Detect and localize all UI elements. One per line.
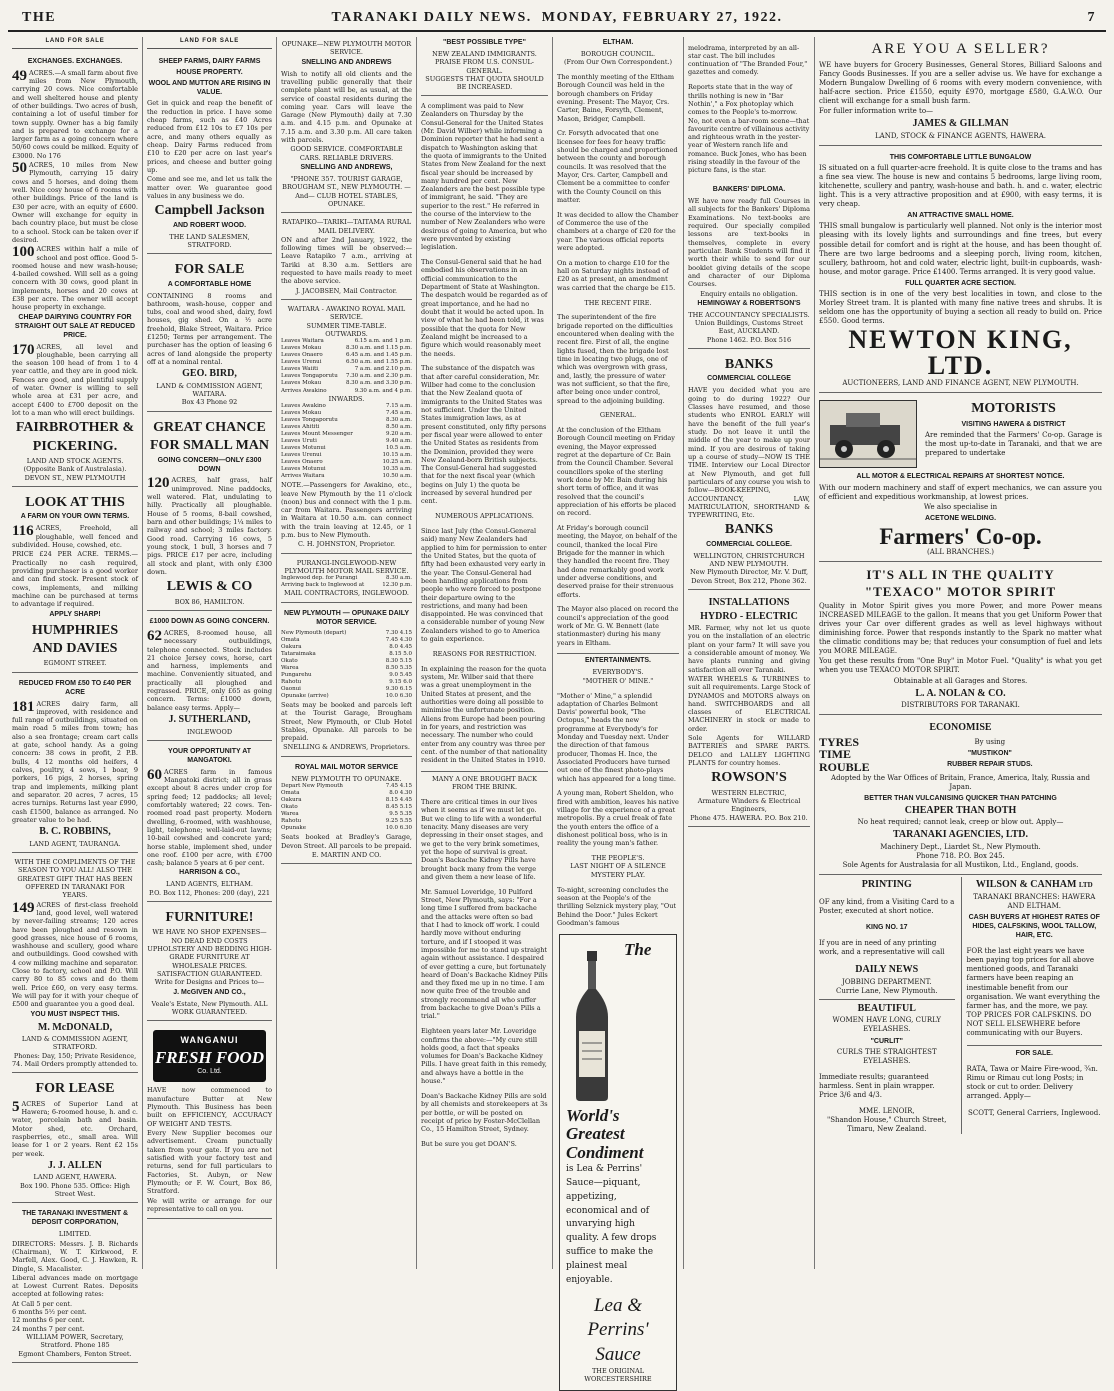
timetable-row bbox=[281, 693, 412, 700]
agent-name: JAMES & GILLMAN bbox=[912, 118, 1009, 130]
newton-king-logo: NEWTON KING, LTD. bbox=[848, 325, 1073, 381]
timetable-row bbox=[281, 338, 412, 345]
timetable: PURANGI-INGLEWOOD-NEW PLYMOUTH MOTOR MAIL SERVICE. Inglewood dep. for Purangi 8.30 a.m. Arriving back to Inglewood at 12.30 p.m. MAIL CONTRACTORS, INGLEWOOD. bbox=[281, 556, 412, 603]
masthead-date: MONDAY, FEBRUARY 27, 1922. bbox=[541, 10, 783, 25]
timetable-time: 9.15 6.0 bbox=[389, 678, 412, 685]
timetable-row bbox=[281, 651, 412, 658]
timetable-time: 9.20 a.m. bbox=[386, 430, 412, 437]
agent-name: LEWIS & CO bbox=[166, 579, 253, 595]
timetable-time: 8.50 a.m. bbox=[386, 423, 412, 430]
timetable-time: 9.30 a.m. and 4 p.m. bbox=[354, 387, 412, 394]
timetable-stop: Opunake (arrive) bbox=[281, 692, 329, 699]
timetable-stop: Leaves Waitara bbox=[281, 338, 324, 345]
agent-name: HARRISON & CO., bbox=[179, 869, 240, 877]
classified-ad: RATAPIKO—TARIKI—TAITAMA RURAL MAIL DELIVERY. ON and after 2nd January, 1922, the following times will be observed:— Leave Ratapiko 7 a.m., arriving at Tariki at 8.30 a.m. Settlers are requested to have mails ready to meet the above service. J. JACOBSEN, Mail Contractor. bbox=[281, 215, 412, 300]
wanganui-fresh-food-logo: WANGANUI FRESH FOOD Co. Ltd. bbox=[153, 1030, 266, 1082]
timetable-time: 8.45 5.15 bbox=[385, 804, 412, 811]
timetable-time: 8.30 5.15 bbox=[385, 657, 412, 664]
timetable-stop: Leaves Tongaporutu bbox=[281, 416, 338, 423]
timetable-stop: Pungarehu bbox=[281, 671, 312, 678]
timetable-stop: Leaves Mokau bbox=[281, 409, 322, 416]
masthead-prefix: THE bbox=[22, 10, 57, 25]
timetable-rows bbox=[281, 630, 412, 700]
timetable-stop: Arriving back to Inglewood at bbox=[281, 582, 365, 589]
classified-ad: FOR SALE A COMFORTABLE HOME CONTAINING 8 rooms and bathroom, wash-house, copper and tubs, coal and wood shed, dairy, fowl houses, gig shed. On a ½ acre freehold, Blake Street, Waitara. Price £1250; Terms per arrangement. The purchaser has the option of leasing 6 acres of land alongside the property off at a nominal rental. GEO. BIRD, LAND & COMMISSION AGENT, WAITARA. Box 43 Phone 92 bbox=[147, 256, 272, 412]
timetable-row bbox=[281, 672, 412, 679]
timetable-row bbox=[281, 380, 412, 387]
timetable-stop: Arrives Awakino bbox=[281, 387, 327, 394]
timetable-stop: Leaves Tongaporutu bbox=[281, 373, 338, 380]
timetable-rows bbox=[281, 783, 412, 832]
timetable-rows bbox=[281, 403, 412, 480]
timetable-time: 8.30 a.m. and 3.30 p.m. bbox=[345, 380, 412, 387]
column-4: "BEST POSSIBLE TYPE" NEW ZEALAND IMMIGRANTS. PRAISE FROM U.S. CONSUL-GENERAL. SUGGESTS THAT QUOTA SHOULD BE INCREASED. A compliment was paid to New Zealanders on Thursday by the Consul-General for the United States (Mr. David Wilber) while informing a Dominion reporter that he had sent a dispatch to Washington asking that the quota of immigrants to the United States from New Zealand for the next fiscal year should be increased by many hundred per cent. New Zealanders are the best possible type of immigrant, he said. "They are superior to the rest." He referred in the course of the interview to the number of New Zealanders who were desirous of going to America, but who were prevented by existing legislation. The Consul-General said that he had embodied his observations in an official communication to the Department of State at Washington. The despatch would be regarded as of great importance, and he had no doubt that it would be acted upon. In view of what he had been told, it was possible that the quota for New Zealand might be increased to a figure which would reasonably meet the needs. The substance of the dispatch was that after careful consideration, Mr. Wilber had come to the conclusion that the New Zealand quota of immigrants to the United States was not sufficient. Under the United States immigration laws, as at present constituted, only fifty persons per fiscal year were allowed to enter the United States as residents from the Dominion, provided they were New Zealand-born British subjects. The Consul-General had suggested that for the next fiscal year (which begins on July 1) the quota be increased by several hundred per cent. NUMEROUS APPLICATIONS. Since last July (the Consul-General said) many New Zealanders had applied to him for permission to enter the United States, but the quota of fifty had been exhausted very early in the year. The Consul-General had been handling applications from people who were forced to postpone their departure owing to the restrictions, and many had been disappointed. He was convinced that a considerable number of young New Zealanders wished to go to America to gain experience. REASONS FOR RESTRICTION. In explaining the reason for the quota system, Mr. Wilber said that there was a great unemployment in the United States at present, and the authorities were doing all possible to minimise the unfortunate position. Aliens from Europe had been pouring in for years, and restriction was necessary. The number who could enter from any country was three per cent. of the number of that nationality resident in the United States in 1910. MANY A ONE BROUGHT BACK FROM THE BRINK. There are critical times in our lives when it seems as if we must let go. But we cling to life with a wonderful tenacity. Many diseases are very depressing in their onset stages, and we get to the very brink sometimes, yet the hope of survival is great. Doan's Backache Kidney Pills have brought back many from the verge and given them a new lease of life. Mr. Samuel Loveridge, 10 Pulford Street, New Plymouth, says: "For a long time I suffered from backache and the attacks were often so bad that I had to knock off work. I could hardly move without enduring torture, and if I stooped it was impossible for me to stand up straight again without assistance. I despaired of ever getting a cure, but fortunately heard of Doan's Backache Kidney Pills and they fixed me up in no time. I am now quite free of the trouble and strongly recommend all who suffer from backache to give Doan's Pills a trial." Eighteen years later Mr. Loveridge confirms the above:—"My cure still holds good, a fact that speaks volumes for Doan's Backache Kidney Pills. I have great faith in this remedy, and always have a bottle in the house." Doan's Backache Kidney Pills are sold by all chemists and storekeepers at 3s per bottle, or will be posted on receipt of price by Foster-McClellan Co., 15 Hamilton Street, Sydney. But be sure you get DOAN'S. bbox=[417, 37, 553, 1269]
timetable-row bbox=[281, 679, 412, 686]
agent-name: HUMPHRIES bbox=[31, 622, 119, 638]
motorcar-illustration bbox=[819, 400, 917, 468]
timetable-time: 7.15 a.m. bbox=[386, 402, 412, 409]
timetable-row bbox=[281, 410, 412, 417]
timetable-row bbox=[281, 797, 412, 804]
timetable-stop: Oakura bbox=[281, 643, 302, 650]
article-headline: MANY A ONE BROUGHT BACK FROM THE BRINK. bbox=[431, 774, 538, 792]
lea-perrins-advertisement: The World's Greatest Condiment is Lea & Perrins' Sauce—piquant, appetizing, economical and of unvarying high quality. A few drops suffice to make the plainest meal enjoyable. Lea & Perrins' Sauce THE ORIGINAL WORCESTERSHIRE bbox=[559, 934, 677, 1391]
timetable-time: 7.30 4.15 bbox=[385, 629, 412, 636]
classified-ad: £1000 DOWN AS GOING CONCERN. 62 ACRES, 8-roomed house, all necessary outbuildings, telephone connected. Stock includes 21 choice Jersey cows, horse, cart and harness, implements and machine. Conveniently situated, and practically all ploughed and regrassed. PRICE, only £65 as going concern. Terms: £1000 down, balance easy terms. Apply— J. SUTHERLAND, INGLEWOOD bbox=[147, 613, 272, 741]
timetable-stop: Leaves Awakino bbox=[281, 402, 326, 409]
timetable-row bbox=[281, 804, 412, 811]
timetable-stop: Leaves Motunui bbox=[281, 445, 326, 452]
timetable-stop: Omata bbox=[281, 790, 300, 797]
timetable-row bbox=[281, 686, 412, 693]
timetable-stop: Warea bbox=[281, 811, 299, 818]
classified-ad: EXCHANGES. EXCHANGES. 49 ACRES.—A small farm about five miles from New Plymouth, carrying 20 cows. Nice comfortable and well sheltered house and plenty of other buildings. Two acres of bush, containing a lot of useful timber for town supply. Owner has a big family and is prepared to exchange for a larger farm as a going concern where 50/60 cows could be milked. Equity of £3000. No 176 50 ACRES, 10 miles from New Plymouth, carrying 15 dairy cows and 5 horses, and doing them well. Nice cosy house of 6 rooms with other buildings. Price of the land is £30 per acre, with an equity of £600. Owner will exchange for equity in bach country place, but must be close to a school. Stock can be taken over if desired. 100 ACRES within half a mile of school and post office. Good 5-roomed house and new wash-house; 4-bailed cowshed. Will sell as a going concern with 30 cows, good plant in implements, horses and 20 cows at £38 per acre. The owner will accept house property in exchange. CHEAP DAIRYING COUNTRY FOR STRAIGHT OUT SALE AT REDUCED PRICE. 170 ACRES, all level and ploughable, been carrying all the season 100 head of from 1 to 4 year cattle, and they are in good nick. Fences are good, and plentiful supply of water. Owner is willing to sell whole area at £31 per acre, and accept £400 to £700 deposit on the lot to a man who will erect buildings. FAIRBROTHER & PICKERING. LAND AND STOCK AGENTS. (Opposite Bank of Australasia). DEVON ST., NEW PLYMOUTH bbox=[12, 53, 138, 487]
section-header: LAND FOR SALE bbox=[147, 37, 272, 49]
agent-name: J. McGIVEN AND CO., bbox=[173, 988, 246, 996]
timetable-time: 7.45 4.30 bbox=[385, 636, 412, 643]
timetable-stop: Leaves Urenui bbox=[281, 359, 322, 366]
timetable-row bbox=[281, 388, 412, 395]
timetable-time: 10.50 a.m. bbox=[382, 473, 412, 480]
timetable-stop: Leaves Urenui bbox=[281, 452, 322, 459]
timetable-time: 10.35 a.m. bbox=[382, 466, 412, 473]
timetable-stop: Leaves Mokau bbox=[281, 345, 322, 352]
article-headline: ENTERTAINMENTS. bbox=[585, 657, 651, 665]
timetable-time: 7 a.m. and 2.10 p.m. bbox=[354, 366, 412, 373]
timetable-time: 7.45 4.15 bbox=[385, 783, 412, 790]
rate-row: At Call 5 per cent. bbox=[12, 1299, 73, 1308]
classified-ad: BANKS COMMERCIAL COLLEGE HAVE you decided what you are going to do during 1922? Our Classes have resumed, and those students who ENROL EARLY will have the benefit of the full year's study. Do not leave it until the middle of the year to make up your mind. If you are desirous of taking up a course of study—NOW IS THE TIME. Interview our Local Director at New Plymouth, and get full particulars of any course you wish to follow—BOOK-KEEPING, ACCOUNTANCY, LAW, MATRICULATION, SHORTHAND & TYPEWRITING, Etc. BANKS COMMERCIAL COLLEGE. WELLINGTON, CHRISTCHURCH AND NEW PLYMOUTH. New Plymouth Director, Mr. V. Duff, Devon Street, Box 212, Phone 362. bbox=[688, 351, 810, 590]
timetable-time: 10.5 a.m. bbox=[386, 445, 412, 452]
timetable-row bbox=[281, 783, 412, 790]
timetable-stop: Leaves Motunui bbox=[281, 466, 326, 473]
rate-row: 24 months 7 per cent. bbox=[12, 1324, 85, 1333]
timetable-stop: Inglewood dep. for Purangi bbox=[281, 575, 358, 582]
classified-ad: BANKERS' DIPLOMA. WE have now ready full Courses in all subjects for the Bankers' Diploma Examinations. No text-books are required. Our specially compiled lessons are text-books in themselves, complete in every particular. Bank Students will find it worth their while to send for our booklet giving details of the scope and character of our Diploma Courses. Enquiry entails no obligation. HEMINGWAY & ROBERTSON'S THE ACCOUNTANCY SPECIALISTS. Union Buildings, Customs Street East, AUCKLAND. Phone 1462. P.O. Box 516 bbox=[688, 181, 810, 349]
timetable-stop: Opunake bbox=[281, 825, 306, 832]
timetable-row bbox=[281, 644, 412, 651]
timetable-time: 10.25 a.m. bbox=[382, 459, 412, 466]
timetable-time: 8.30 a.m. bbox=[386, 575, 412, 582]
timetable-time: 8.15 4.45 bbox=[385, 797, 412, 804]
timetable-time: 9.0 5.45 bbox=[389, 671, 412, 678]
column-6: melodrama, interpreted by an all-star cast. The bill includes continuation of "The Branded Four," gazettes and comedy. Reports state that in the way of thrills nothing is new in "Bar Nothin'," a Fox photoplay which comes to the People's to-morrow. No, not even a bar-room scene—that favourite centre of villainous activity and righteous wrath in the yester-year of Western ranch life and romance. Buck Jones, who has been rising steadily in the favour of the picture fans, is the star. BANKERS' DIPLOMA. WE have now ready full Courses in all subjects for the Bankers' Diploma Examinations. No text-books are required. Our specially compiled lessons are text-books in themselves, complete in every particular. Bank Students will find it worth their while to send for our booklet giving details of the scope and character of our Diploma Courses. Enquiry entails no obligation. HEMINGWAY & ROBERTSON'S THE ACCOUNTANCY SPECIALISTS. Union Buildings, Customs Street East, AUCKLAND. Phone 1462. P.O. Box 516 BANKS COMMERCIAL COLLEGE HAVE you decided what you are going to do during 1922? Our Classes have resumed, and those students who ENROL EARLY will have the benefit of the full year's study. Do not leave it until the middle of the year to make up your mind. If you are desirous of taking up a course of study—NOW IS THE TIME. Interview our Local Director at New Plymouth, and get full particulars of any course you wish to follow—BOOK-KEEPING, ACCOUNTANCY, LAW, MATRICULATION, SHORTHAND & TYPEWRITING, Etc. BANKS COMMERCIAL COLLEGE. WELLINGTON, CHRISTCHURCH AND NEW PLYMOUTH. New Plymouth Director, Mr. V. Duff, Devon Street, Box 212, Phone 362. INSTALLATIONS HYDRO - ELECTRIC MR. Farmer, why not let us quote you on the installation of an electric plant on your farm? It will save you a considerable amount of money. We have plants running and giving satisfaction all over Taranaki. WATER WHEELS & TURBINES to suit all requirements. Large Stock of DYNAMOS and MOTORS always on hand. SWITCHBOARDS and all classes of ELECTRICAL MACHINERY in stock or made to order. Sole Agents for WILLARD BATTERIES and SPARE PARTS. DELCO and LALLEY LIGHTING PLANTS for country homes. ROWSON'S WESTERN ELECTRIC, Armature Winders & Electrical Engineers, Phone 475. HAWERA. P.O. Box 210. bbox=[684, 37, 815, 1269]
agent-name: J. J. ALLEN bbox=[48, 1159, 102, 1171]
timetable-stop: New Plymouth (depart) bbox=[281, 629, 347, 636]
timetable-row bbox=[281, 818, 412, 825]
agent-name: GEO. BIRD, bbox=[182, 368, 237, 380]
timetable-time: 8.30 a.m. and 1.15 p.m. bbox=[345, 345, 412, 352]
classified-ad: THIS COMFORTABLE LITTLE BUNGALOW IS situated on a full quarter-acre freehold. It is quite close to the trams and has a fine sea view. The house is new and contains 5 bedrooms, large living room, kitchenette, scullery and pantry, wash-house and bath. h. and c. water, electric light. This is a very attractive proposition and at £900, with easy terms, it is very cheap. AN ATTRACTIVE SMALL HOME. THIS small bungalow is particularly well planned. Not only is the interior most pleasing with its lovely lights and surroundings and fine trees, but every possible detail for comfort and is right at the house, and has been thought of. There are two large bedrooms and a sleeping porch, living room, kitchen, scullery, bathroom, hot and cold water, electric light, built-in cupboards, wash-house, and motor garage. Price £1400. Terms arranged. It is very good value. FULL QUARTER ACRE SECTION. THIS section is in one of the very best localities in town, and close to the Morley Street tram. It is planted with many fine native trees and shrubs. It is seldom one has the opportunity of buying a section all ready to build on. Price £550. Good terms. NEWTON KING, LTD. AUCTIONEERS, LAND AND FINANCE AGENT, NEW PLYMOUTH. bbox=[819, 148, 1102, 394]
timetable-row bbox=[281, 825, 412, 832]
timetable-stop: Oakura bbox=[281, 797, 302, 804]
timetable-row bbox=[281, 473, 412, 480]
timetable-stop: Omata bbox=[281, 636, 300, 643]
timetable-row bbox=[281, 637, 412, 644]
timetable-row bbox=[281, 438, 412, 445]
classified-ad: MOTORISTS VISITING HAWERA & DISTRICT Are reminded that the Farmers' Co-op. Garage is the most up-to-date in Taranaki, and that we are prepared to undertake ALL MOTOR & ELECTRICAL REPAIRS AT SHORTEST NOTICE. With our modern machinery and staff of expert mechanics, we can assure you of efficient and expeditious workmanship, at lowest prices. We also specialise in ACETONE WELDING. Farmers' Co-op. (ALL BRANCHES.) bbox=[819, 395, 1102, 562]
timetable-stop: Leaves Waiiti bbox=[281, 366, 319, 373]
timetable-stop: Leaves Mokau bbox=[281, 380, 322, 387]
timetable-time: 10.0 6.30 bbox=[385, 825, 412, 832]
left-subcolumn: PRINTING OF any kind, from a Visiting Card to a Poster, executed at short notice. KING NO. 17 If you are in need of any printing work, and a representative will call DAILY NEWS JOBBING DEPARTMENT. Currie Lane, New Plymouth. BEAUTIFUL WOMEN HAVE LONG, CURLY EYELASHES. "CURLIT" CURLS THE STRAIGHTEST EYELASHES. Immediate results; guaranteed harmless. Sent in plain wrapper. Price 3/6 and 4/3. MME. LENOIR, "Shandon House," Church Street, Timaru, New Zealand. bbox=[819, 879, 955, 1134]
classified-ad: WANGANUI FRESH FOOD Co. Ltd. HAVE now commenced to manufacture Butter at New Plymouth. This Business has been built on EFFICIENCY, ACCURACY OF WEIGHT AND TESTS. Every New Supplier becomes our advertisement. Cream punctually taken from your gate. If you are not satisfied with your factory test and returns, send for full particulars to Factories, St. Aubyn, or New Plymouth; or F. W. Court, Box 86, Stratford. We will write or arrange for our representative to call on you. bbox=[147, 1023, 272, 1219]
timetable-stop: Okato bbox=[281, 657, 298, 664]
timetable-stop: Leaves Uruti bbox=[281, 438, 317, 444]
timetable-row bbox=[281, 424, 412, 431]
timetable-time: 8.30 a.m. bbox=[386, 416, 412, 423]
timetable-row bbox=[281, 373, 412, 380]
timetable-stop: Warea bbox=[281, 664, 299, 671]
timetable-rows bbox=[281, 338, 412, 394]
column-2 bbox=[143, 37, 277, 1269]
classified-ad: ECONOMISE TYRES TIME ROUBLE By using "MUSTIKON" RUBBER REPAIR STUDS. Adopted by the War Offices of Britain, France, America, Italy, Russia and Japan. BETTER THAN VULCANISING QUICKER THAN PATCHING CHEAPER THAN BOTH No heat required; cannot leak, creep or blow out. Apply— TARANAKI AGENCIES, LTD. Machinery Dept., Liardet St., New Plymouth. Phone 718. P.O. Box 245. Sole Agents for Australasia for all Mustikon, Ltd., England, goods. bbox=[819, 717, 1102, 875]
timetable-stop: Tataraimaka bbox=[281, 650, 316, 657]
masthead-title: TARANAKI DAILY NEWS. MONDAY, FEBRUARY 27, 1922. bbox=[331, 10, 783, 25]
timetable-time: 6.50 a.m. and 1.55 p.m. bbox=[345, 359, 412, 366]
section-header: LAND FOR SALE bbox=[12, 37, 138, 49]
timetable-row bbox=[281, 403, 412, 410]
timetable-time: 6.15 a.m. and 1 p.m. bbox=[354, 338, 412, 345]
classified-ad: INSTALLATIONS HYDRO - ELECTRIC MR. Farmer, why not let us quote you on the installation of an electric plant on your farm? It will save you a considerable amount of money. We have plants running and giving satisfaction all over Taranaki. WATER WHEELS & TURBINES to suit all requirements. Large Stock of DYNAMOS and MOTORS always on hand. SWITCHBOARDS and all classes of ELECTRICAL MACHINERY in stock or made to order. Sole Agents for WILLARD BATTERIES and SPARE PARTS. DELCO and LALLEY LIGHTING PLANTS for country homes. ROWSON'S WESTERN ELECTRIC, Armature Winders & Electrical Engineers, Phone 475. HAWERA. P.O. Box 210. bbox=[688, 592, 810, 827]
timetable-stop: Oaonui bbox=[281, 685, 301, 692]
timetable-stop: Arrives Waitara bbox=[281, 473, 325, 480]
timetable-stop: Okato bbox=[281, 804, 298, 811]
timetable-time: 12.30 p.m. bbox=[382, 582, 412, 589]
lea-perrins-signature: Lea & Perrins' Sauce bbox=[587, 1295, 649, 1365]
agent-name: TARANAKI AGENCIES, LTD. bbox=[892, 829, 1029, 841]
timetable-row bbox=[281, 582, 412, 589]
timetable-time: 9.5 5.35 bbox=[389, 811, 412, 818]
column-1 bbox=[8, 37, 143, 1358]
timetable: NEW PLYMOUTH — OPUNAKE DAILY MOTOR SERVICE. New Plymouth (depart) 7.30 4.15 Omata 7.45 4.30 Oakura 8.0 4.45 Tataraimaka 8.15 5.0 Okato 8.30 5.15 Warea 8.50 5.35 Pungarehu 9.0 5.45 Rahotu 9.15 6.0 Oaonui 9.30 6.15 Opunake (arrive) 10.0 6.30 Seats may be booked and parcels left at the Tourist Garage, Brougham Street, New Plymouth, or Club Hotel Stables, Opunake. All parcels to be prepaid. SNELLING & ANDREWS, Proprietors. bbox=[281, 605, 412, 757]
classified-ad: GREAT CHANCE FOR SMALL MAN GOING CONCERN—ONLY £300 DOWN 120 ACRES, half grass, half unimproved. Nine paddocks, well watered. Flat, undulating to hilly. Practically all ploughable. House of 5 rooms, 8-bail cowshed, barn and other buildings; 1¼ miles to railway and school; 3 miles factory. Good road. Carrying 16 cows, 5 young stock, 1 bull, 3 horses and 7 pigs. PRICE £17 per acre, including all stock and plant, with only £300 down. LEWIS & CO BOX 86, HAMILTON. bbox=[147, 414, 272, 611]
timetable-time: 8.50 5.35 bbox=[385, 664, 412, 671]
timetable-time: 9.25 5.55 bbox=[385, 818, 412, 825]
classified-ad: YOUR OPPORTUNITY AT MANGATOKI. 60 ACRES farm in famous Mangatoki district; all in grass except about 8 acres under crop for spring feed; 12 paddocks; all level; comfortably watered; 22 cows. Ten-roomed road past property. Modern dwelling, 6-roomed, with washhouse, light, telephone; well-laid-out lawns; 10-bail cowshed and concrete yard; horse stable, implement shed, under one roof. £100 per acre, with £700 cash; balance 5 years at 6 per cent. HARRISON & CO., LAND AGENTS, ELTHAM. P.O. Box 112, Phones: 200 (day), 221 bbox=[147, 743, 272, 902]
classified-ad: SHEEP FARMS, DAIRY FARMS HOUSE PROPERTY. WOOL AND MUTTON ARE RISING IN VALUE. Get in quick and reap the benefit of the reduction in price. I have some cheap farms, such as £40 Acres reduced from £12 10s to £7 10s per acre, and many others equally as cheap. Dairy Farms reduced from £10 to £20 per acre on last year's prices, and cheese and butter going up. Come and see me, and let us talk the matter over. We guarantee good values in any business we do. Campbell Jackson AND ROBERT WOOD. THE LAND SALESMEN, STRATFORD. bbox=[147, 53, 272, 255]
timetable-row bbox=[281, 630, 412, 637]
timetable-rows bbox=[281, 575, 412, 589]
agent-name: Campbell Jackson bbox=[154, 203, 265, 219]
masthead bbox=[8, 10, 1106, 32]
timetable-stop: Rahotu bbox=[281, 678, 302, 685]
timetable-time: 8.0 4.30 bbox=[389, 790, 412, 797]
timetable-stop: Leaves Onaero bbox=[281, 352, 323, 359]
two-column-ads bbox=[819, 877, 1102, 1134]
agent-name: L. A. NOLAN & CO. bbox=[915, 687, 1006, 699]
timetable-row bbox=[281, 352, 412, 359]
timetable-row bbox=[281, 366, 412, 373]
classified-ad: OPUNAKE—NEW PLYMOUTH MOTOR SERVICE. SNELLING AND ANDREWS Wish to notify all old clients and the travelling public generally that their complete plant will be, as usual, at the service of coastal residents during the coming year. Cars will leave the Garage (New Plymouth) daily at 7.30 a.m. and 4.15 p.m. and Opunake at 7.15 a.m. and 3.30 p.m. All care taken with parcels. GOOD SERVICE. COMFORTABLE CARS. RELIABLE DRIVERS. SNELLING AND ANDREWS, "PHONE 357. TOURIST GARAGE, BROUGHAM ST., NEW PLYMOUTH. —And— CLUB HOTEL STABLES, OPUNAKE. bbox=[281, 37, 412, 213]
timetable-time: 6.45 a.m. and 1.45 p.m. bbox=[345, 352, 412, 359]
agent-name: FAIRBROTHER & bbox=[15, 420, 135, 436]
timetable: WAITARA - AWAKINO ROYAL MAIL SERVICE. SUMMER TIME-TABLE. OUTWARDS. Leaves Waitara 6.15 a.m. and 1 p.m. Leaves Mokau 8.30 a.m. and 1.15 p.m. Leaves Onaero 6.45 a.m. and 1.45 p.m. Leaves Urenui 6.50 a.m. and 1.55 p.m. Leaves Waiiti 7 a.m. and 2.10 p.m. Leaves Tongaporutu 7.30 a.m. and 2.30 p.m. Leaves Mokau 8.30 a.m. and 3.30 p.m. Arrives Awakino 9.30 a.m. and 4 p.m. INWARDS. Leaves Awakino 7.15 a.m. Leaves Mokau 7.45 a.m. Leaves Tongaporutu 8.30 a.m. Leaves Ahititi 8.50 a.m. Leaves Mount Messenger 9.20 a.m. Leaves Uruti 9.40 a.m. Leaves Motunui 10.5 a.m. Leaves Urenui 10.15 a.m. Leaves Onaero 10.25 a.m. Leaves Motunui 10.35 a.m. Arrives Waitara 10.50 a.m. NOTE.—Passengers for Awakino, etc., leave New Plymouth by the 11 o'clock (noon) bus and connect with the 1 p.m. car from Waitara. Passengers arriving in Waitara at 10.50 a.m. can connect with the train leaving at 12.45, or 1 p.m. bus to New Plymouth. C. H. JOHNSTON, Proprietor. bbox=[281, 302, 412, 554]
timetable-time: 9.30 6.15 bbox=[385, 685, 412, 692]
classified-ad: WITH THE COMPLIMENTS OF THE SEASON TO YOU ALL! ALSO THE GREATEST GIFT THAT HAS BEEN OFFERED IN TARANAKI FOR YEARS. 149 ACRES of first-class freehold land, good level, well watered by never-failing streams; 120 acres have been ploughed and resown in good grasses, nice house of 6 rooms, washhouse and scullery, good whare and outbuildings. Good cowshed with 4 cow milking machine and separator. Close to factory, school and P.O. Will carry 80 to 85 cows and do them well. Price £60, on very easy terms. We will pay for it with your cheque of £500 and guarantee you a good deal. YOU MUST INSPECT THIS. M. McDONALD, LAND & COMMISSION AGENT, STRATFORD. Phones: Day, 150; Private Residence, 74. Mail Orders promptly attended to. bbox=[12, 855, 138, 1073]
article-headline: "BEST POSSIBLE TYPE" bbox=[443, 39, 526, 46]
timetable: ROYAL MAIL MOTOR SERVICE NEW PLYMOUTH TO OPUNAKE. Depart New Plymouth 7.45 4.15 Omata 8.0 4.30 Oakura 8.15 4.45 Okato 8.45 5.15 Warea 9.5 5.35 Rahotu 9.25 5.55 Opunake 10.0 6.30 Seats booked at Bradley's Garage, Devon Street. All parcels to be prepaid. E. MARTIN AND CO. bbox=[281, 759, 412, 864]
classified-ad: REDUCED FROM £50 TO £40 PER ACRE 181 ACRES dairy farm, all improved, with residence and full range of outbuildings, situated on main road 5 miles from town; has also a sea frontage; cream cart calls at gate, school handy. As a going concern: 38 cows in profit, 2 P.B. bulls, 4 12 months old heifers, 4 calves, poultry, 4 sows, 1 boar, 9 porkers, 16 pigs, 2 horses, spring trap and implements, milking plant and separator. 20 acres, 7 acres, 15 acres turnips. Returns last year £990, cash £1500, balance as arranged. No greater value to be had. B. C. ROBBINS, LAND AGENT, TAURANGA. bbox=[12, 675, 138, 853]
timetable-row bbox=[281, 431, 412, 438]
classified-ad: FURNITURE! WE HAVE NO SHOP EXPENSES—NO DEAD END COSTS UPHOLSTERY AND BEDDING HIGH-GRADE FURNITURE AT WHOLESALE PRICES. SATISFACTION GUARANTEED. Write for Designs and Prices to— J. McGIVEN AND CO., Veale's Estate, New Plymouth. ALL WORK GUARANTEED. bbox=[147, 904, 272, 1021]
page-number: 7 bbox=[1087, 10, 1096, 25]
timetable-stop: Leaves Ahititi bbox=[281, 423, 320, 430]
timetable-time: 7.30 a.m. and 2.30 p.m. bbox=[345, 373, 412, 380]
column-5: ELTHAM. BOROUGH COUNCIL. (From Our Own Correspondent.) The monthly meeting of the Eltham Borough Council was held in the borough chambers on Friday evening. Present: The Mayor, Crs. Carter, Baine, Forsyth, Clement, Mason, Bridger, Campbell. Cr. Forsyth advocated that one licensee for fees for heavy traffic should be charged and proportioned between the county and borough councils. It was resolved that the Mayor, Crs. Carter, Campbell and Clement be a committee to confer with the County Council on this matter. It was decided to allow the Chamber of Commerce the use of the chambers at a charge of £20 for the year. The various official reports were adopted. On a motion to charge £10 for the hall on Saturday nights instead of £20 as at present, an amendment was carried that the charge be £15. THE RECENT FIRE. The superintendent of the fire brigade reported on the difficulties encountered when dealing with the recent fire. First of all, the engine lights fused, then the brigade lost time in locating two plugs, one of which was overgrown with grass, and, lastly, the pressure of water was not sufficient, so that the fire, after being once under control, spread to the adjoining building. GENERAL. At the conclusion of the Eltham Borough Council meeting on Friday evening, the Mayor expressed regret at the departure of Cr. Bain from the Council Chamber. Several councillors spoke of the sterling work done by Mr. Bain during his short term of office, and it was resolved that the council's appreciation of his efforts be placed on record. At Friday's borough council meeting, the Mayor, on behalf of the council, thanked the local Fire Brigade for the manner in which they handled the recent fire. They had done remarkably good work under adverse conditions, and deserved praise for their strenuous efforts. The Mayor also placed on record the council's appreciation of the good work of Mr. G. W. Bennett (late stationmaster) during his many years in Eltham. ENTERTAINMENTS. EVERYBODY'S. "MOTHER O' MINE." "Mother o' Mine," a splendid adaptation of Charles Belmont Davis' powerful book, "The Octopus," heads the new programme at Everybody's for Monday and Tuesday next. Under the direction of that famous producer, Thomas H. Ince, the Associated Producers have turned out one of the finest photo-plays which has appeared for a long time. A young man, Robert Sheldon, who fired with ambition, leaves his native village for the experience of a great metropolis. By a cruel freak of fate the youth enters the office of a dishonest political boss, who is in reality the young man's father. THE PEOPLE'S. LAST NIGHT OF A SILENCE MYSTERY PLAY. To-night, screening concludes the season at the People's of the thrilling Selznick mystery play, "Out Behind the Door." Jules Eckert Goodman's famous The World's Greatest Condiment is Lea & Perrins' Sauce—piquant, appetizing, economical and of unvarying high quality. A few drops suffice to make the plainest meal enjoyable. Lea & Perrins' Sauce THE ORIGINAL WORCESTERSHIRE bbox=[553, 37, 684, 1269]
timetable-time: 7.45 a.m. bbox=[386, 409, 412, 416]
timetable-row bbox=[281, 452, 412, 459]
timetable-row bbox=[281, 359, 412, 366]
agent-name: M. McDONALD, bbox=[37, 1021, 113, 1033]
timetable-row bbox=[281, 665, 412, 672]
classified-ad: IT'S ALL IN THE QUALITY "TEXACO" MOTOR SPIRIT Quality in Motor Spirit gives you more Power, and more Power means INCREASED MILEAGE to the gallon. It means that you get Uniform Power that drives your Car over different grades as well as level highways without diminishing force. Power that responds instantly to the Spark no matter what the climatic conditions may be; that reduces your consumption of fuel and lets you MORE MILEAGE. You get these results from "One Buy" in Motor Fuel. "Quality" is what you get when you use TEXACO MOTOR SPIRIT. Obtainable at all Garages and Stores. L. A. NOLAN & CO. DISTRIBUTORS FOR TARANAKI. bbox=[819, 564, 1102, 715]
timetable-time: 9.40 a.m. bbox=[386, 438, 412, 444]
timetable-time: 8.0 4.45 bbox=[389, 643, 412, 650]
column-7 bbox=[815, 37, 1106, 1269]
timetable-row bbox=[281, 790, 412, 797]
timetable-time: 10.15 a.m. bbox=[382, 452, 412, 459]
rate-row: 6 months 5½ per cent. bbox=[12, 1308, 87, 1317]
timetable-time: 8.15 5.0 bbox=[389, 650, 412, 657]
classified-ad: LOOK AT THIS A FARM ON YOUR OWN TERMS. 116 ACRES, Freehold, all ploughable, well fenced and subdivided. House, cowshed, etc. PRICE £24 PER ACRE. TERMS.—Practically no cash required, providing purchaser is a good worker and can find stock. Present stock of cows, implements, and milking machine can be purchased at terms to advantage if required. APPLY SHARP! HUMPHRIES AND DAVIES EGMONT STREET. bbox=[12, 489, 138, 673]
agent-name: B. C. ROBBINS, bbox=[39, 826, 111, 838]
timetable-row bbox=[281, 575, 412, 582]
classified-ad: ARE YOU A SELLER? WE have buyers for Grocery Businesses, General Stores, Billiard Saloons and Fancy Goods Businesses. If you are a seller advise us. We have for exchange a Modern Bungalow Dwelling of 6 rooms with every modern convenience, with half-acre section. Price £1550, equity £970, mortgage £580, G.A.W.O. Our client will exchange for a small bush farm. For fuller information write to— JAMES & GILLMAN LAND, STOCK & FINANCE AGENTS, HAWERA. bbox=[819, 37, 1102, 146]
article-headline: ELTHAM. bbox=[602, 39, 634, 46]
sauce-bottle-icon bbox=[570, 951, 614, 1101]
classified-ad: FOR LEASE 5 ACRES of Superior Land at Hawera; 6-roomed house, h. and c. water, porcelain bath and basin. Motor shed, etc. Orchard, raspberries, etc., small area. Will lease for 1 or 2 years. Rent £2 15s per week. J. J. ALLEN LAND AGENT, HAWERA. Box 190. Phone 535. Office: High Street West. bbox=[12, 1075, 138, 1203]
farmers-coop-logo: Farmers' Co-op. bbox=[879, 523, 1042, 549]
right-subcolumn: WILSON & CANHAM LTD TARANAKI BRANCHES: HAWERA AND ELTHAM. CASH BUYERS AT HIGHEST RATES OF HIDES, CALFSKINS, WOOL TALLOW, HAIR, ETC. FOR the last eight years we have been paying top prices for all above mentioned goods, and Taranaki farmers have been reaping an inestimable benefit from our organisation. We want everything the farmer has, and the more, we pay. TOP PRICES FOR CALFSKINS. DO NOT SELL ELSEWHERE before communicating with our Buyers. FOR SALE. RATA, Tawa or Maire Fire-wood, ¾n. Rimu or Rimau cut long Posts; in stock or cut to order. Delivery arranged. Apply— SCOTT, General Carriers, Inglewood. bbox=[961, 877, 1103, 1134]
column-3 bbox=[277, 37, 417, 1269]
timetable-row bbox=[281, 345, 412, 352]
timetable-time: 10.0 6.30 bbox=[385, 692, 412, 699]
timetable-row bbox=[281, 417, 412, 424]
timetable-row bbox=[281, 445, 412, 452]
timetable-row bbox=[281, 466, 412, 473]
timetable-row bbox=[281, 658, 412, 665]
timetable-row bbox=[281, 459, 412, 466]
timetable-stop: Rahotu bbox=[281, 818, 302, 825]
timetable-stop: Leaves Mount Messenger bbox=[281, 430, 353, 437]
timetable-stop: Depart New Plymouth bbox=[281, 783, 343, 790]
agent-name: J. SUTHERLAND, bbox=[168, 714, 251, 726]
timetable-row bbox=[281, 811, 412, 818]
timetable-stop: Leaves Onaero bbox=[281, 459, 323, 466]
rate-row: 12 months 6 per cent. bbox=[12, 1316, 85, 1325]
classified-ad: THE TARANAKI INVESTMENT & DEPOSIT CORPORATION, LIMITED. DIRECTORS: Messrs. J. B. Richards (Chairman), W. T. Kirkwood, F. Marfell, Alex. Good, C. J. Hawken, R. Dingle, S. Macalister. Liberal advances made on mortgage at Lowest Current Rates. Deposits accepted at following rates: At Call 5 per cent. 6 months 5½ per cent. 12 months 6 per cent. 24 months 7 per cent. WILLIAM POWER, Secretary, Stratford. Phone 185 Egmont Chambers, Fenton Street. bbox=[12, 1205, 138, 1363]
